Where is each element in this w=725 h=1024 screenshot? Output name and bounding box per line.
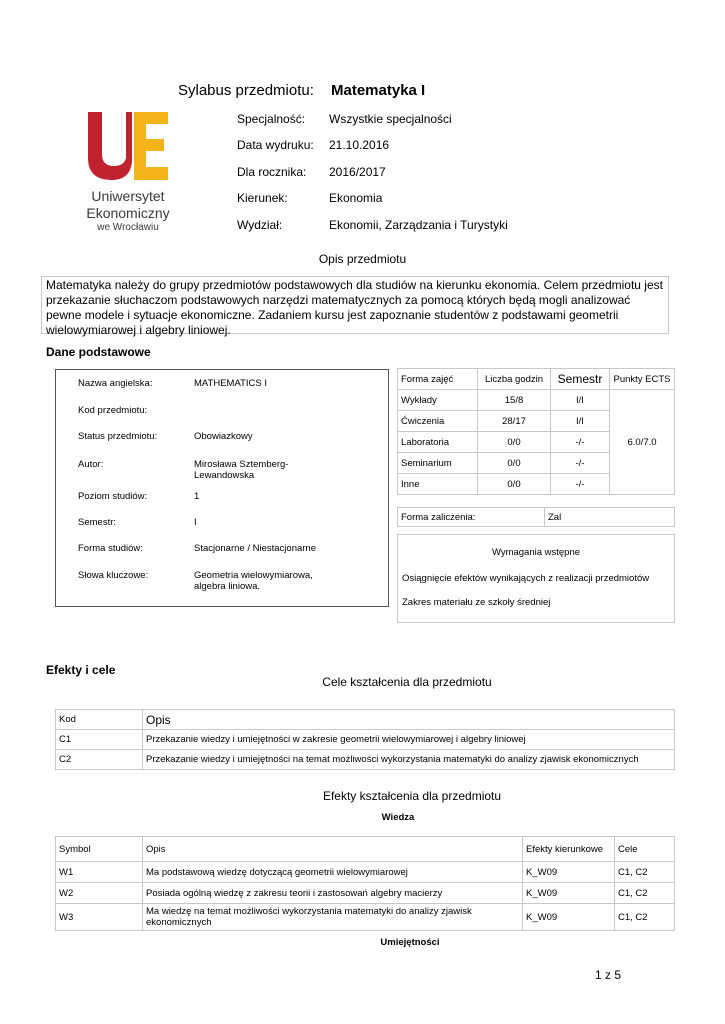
effect-goals: C1, C2	[615, 904, 675, 931]
effects-table	[55, 836, 675, 931]
hours-count: 15/8	[478, 390, 551, 411]
goal-desc: Przekazanie wiedzy i umiejętności na temat możliwości wykorzystania matematyki do analizy zjawisk ekonomicznych	[143, 750, 675, 770]
meta-label: Kierunek:	[237, 191, 288, 205]
effect-desc: Ma podstawową wiedzę dotyczącą geometrii wielowymiarowej	[143, 862, 523, 883]
requirement-item: Zakres materiału ze szkoły średniej	[402, 597, 551, 608]
goal-code: C1	[56, 730, 143, 750]
basic-value: Mirosława Sztemberg-Lewandowska	[194, 459, 289, 481]
hours-header-ects: Punkty ECTS	[610, 369, 675, 390]
table-row	[56, 883, 675, 904]
effect-symbol: W1	[56, 862, 143, 883]
hours-header-count: Liczba godzin	[478, 369, 551, 390]
effects-header-symbol: Symbol	[56, 837, 143, 862]
basic-data-heading: Dane podstawowe	[46, 345, 151, 359]
table-row	[398, 508, 675, 527]
goals-heading: Cele kształcenia dla przedmiotu	[322, 675, 492, 689]
hours-header-row	[398, 369, 675, 390]
basic-label: Poziom studiów:	[78, 491, 148, 502]
goal-desc: Przekazanie wiedzy i umiejętności w zakresie geometrii wielowymiarowej i algebry liniowej	[143, 730, 675, 750]
university-logo	[80, 110, 176, 235]
description-text: Matematyka należy do grupy przedmiotów podstawowych dla studiów na kierunku ekonomia. Celem przedmiotu jest przekazanie słuchaczom podstawowych narzędzi matematycznych za pomocą których będą mogli analizować pewne modele i sytuacje ekonomiczne. Zadaniem kursu jest zapoznanie studentów z podstawami geometrii wielowymiarowej i algebry liniowej.	[41, 276, 669, 334]
effect-direction: K_W09	[523, 883, 615, 904]
basic-value: Geometria wielowymiarowa, algebra liniowa.	[194, 570, 313, 592]
logo-line-2: Ekonomiczny	[86, 205, 170, 221]
ue-logo-mark-icon	[80, 110, 176, 182]
assessment-table	[397, 507, 675, 527]
ects-points: 6.0/7.0	[610, 390, 675, 495]
effect-direction: K_W09	[523, 904, 615, 931]
effect-symbol: W2	[56, 883, 143, 904]
table-row	[56, 904, 675, 931]
basic-value: Stacjonarne / Niestacjonarne	[194, 543, 316, 554]
table-row	[56, 862, 675, 883]
effect-goals: C1, C2	[615, 883, 675, 904]
effect-desc: Posiada ogólną wiedzę z zakresu teorii i zastosowań algebry macierzy	[143, 883, 523, 904]
hours-form: Ćwiczenia	[398, 411, 478, 432]
basic-label: Nazwa angielska:	[78, 378, 153, 389]
hours-count: 0/0	[478, 432, 551, 453]
meta-label: Specjalność:	[237, 112, 306, 126]
basic-label: Semestr:	[78, 517, 117, 528]
knowledge-subheading: Wiedza	[381, 812, 415, 823]
course-name: Matematyka I	[331, 82, 426, 99]
hours-count: 28/17	[478, 411, 551, 432]
description-heading: Opis przedmiotu	[318, 252, 407, 266]
requirement-item: Osiągnięcie efektów wynikających z realizacji przedmiotów	[402, 573, 650, 584]
basic-label: Status przedmiotu:	[78, 431, 158, 442]
hours-semester: I/I	[551, 390, 610, 411]
basic-label: Słowa kluczowe:	[78, 570, 149, 581]
meta-value: Ekonomii, Zarządzania i Turystyki	[329, 218, 508, 232]
basic-label: Forma studiów:	[78, 543, 143, 554]
hours-count: 0/0	[478, 453, 551, 474]
goals-table	[55, 709, 675, 770]
meta-label: Wydział:	[237, 218, 283, 232]
hours-form: Laboratoria	[398, 432, 478, 453]
basic-value: I	[194, 517, 197, 528]
effect-goals: C1, C2	[615, 862, 675, 883]
hours-header-semester: Semestr	[551, 369, 610, 390]
table-row	[56, 750, 675, 770]
effect-symbol: W3	[56, 904, 143, 931]
hours-form: Inne	[398, 474, 478, 495]
table-row	[56, 730, 675, 750]
goal-code: C2	[56, 750, 143, 770]
hours-form: Wykłady	[398, 390, 478, 411]
meta-value: 21.10.2016	[329, 138, 390, 152]
hours-semester: -/-	[551, 474, 610, 495]
meta-label: Data wydruku:	[237, 138, 314, 152]
table-row	[398, 390, 675, 411]
effects-goals-heading: Efekty i cele	[46, 663, 116, 677]
syllabus-title-label: Sylabus przedmiotu:	[178, 82, 314, 99]
hours-semester: I/I	[551, 411, 610, 432]
meta-value: 2016/2017	[329, 165, 386, 179]
meta-value: Wszystkie specjalności	[329, 112, 452, 126]
meta-value: Ekonomia	[329, 191, 383, 205]
hours-semester: -/-	[551, 453, 610, 474]
goals-header-code: Kod	[56, 710, 143, 730]
hours-form: Seminarium	[398, 453, 478, 474]
logo-line-3: we Wrocławiu	[97, 222, 159, 233]
hours-semester: -/-	[551, 432, 610, 453]
meta-label: Dla rocznika:	[237, 165, 307, 179]
basic-label: Kod przedmiotu:	[78, 405, 148, 416]
effects-header-direction: Efekty kierunkowe	[523, 837, 615, 862]
effects-heading: Efekty kształcenia dla przedmiotu	[322, 789, 502, 803]
page-number: 1 z 5	[594, 968, 621, 982]
basic-value: Obowiazkowy	[194, 431, 253, 442]
basic-label: Autor:	[78, 459, 104, 470]
skills-subheading: Umiejętności	[380, 937, 440, 948]
assessment-value: Zal	[545, 508, 675, 527]
logo-line-1: Uniwersytet	[91, 188, 165, 204]
hours-table	[397, 368, 675, 495]
basic-data-box	[55, 369, 389, 607]
requirements-box	[397, 534, 675, 623]
table-header-row	[56, 837, 675, 862]
goals-header-desc: Opis	[143, 710, 675, 730]
basic-value: 1	[194, 491, 200, 502]
table-header-row	[56, 710, 675, 730]
effect-desc: Ma wiedzę na temat możliwości wykorzystania matematyki do analizy zjawisk ekonomicznych	[143, 904, 523, 931]
assessment-label: Forma zaliczenia:	[398, 508, 545, 527]
effects-header-goals: Cele	[615, 837, 675, 862]
basic-value: MATHEMATICS I	[194, 378, 268, 389]
hours-count: 0/0	[478, 474, 551, 495]
effects-header-desc: Opis	[143, 837, 523, 862]
hours-header-form: Forma zajęć	[398, 369, 478, 390]
effect-direction: K_W09	[523, 862, 615, 883]
requirements-heading: Wymagania wstępne	[491, 547, 581, 558]
